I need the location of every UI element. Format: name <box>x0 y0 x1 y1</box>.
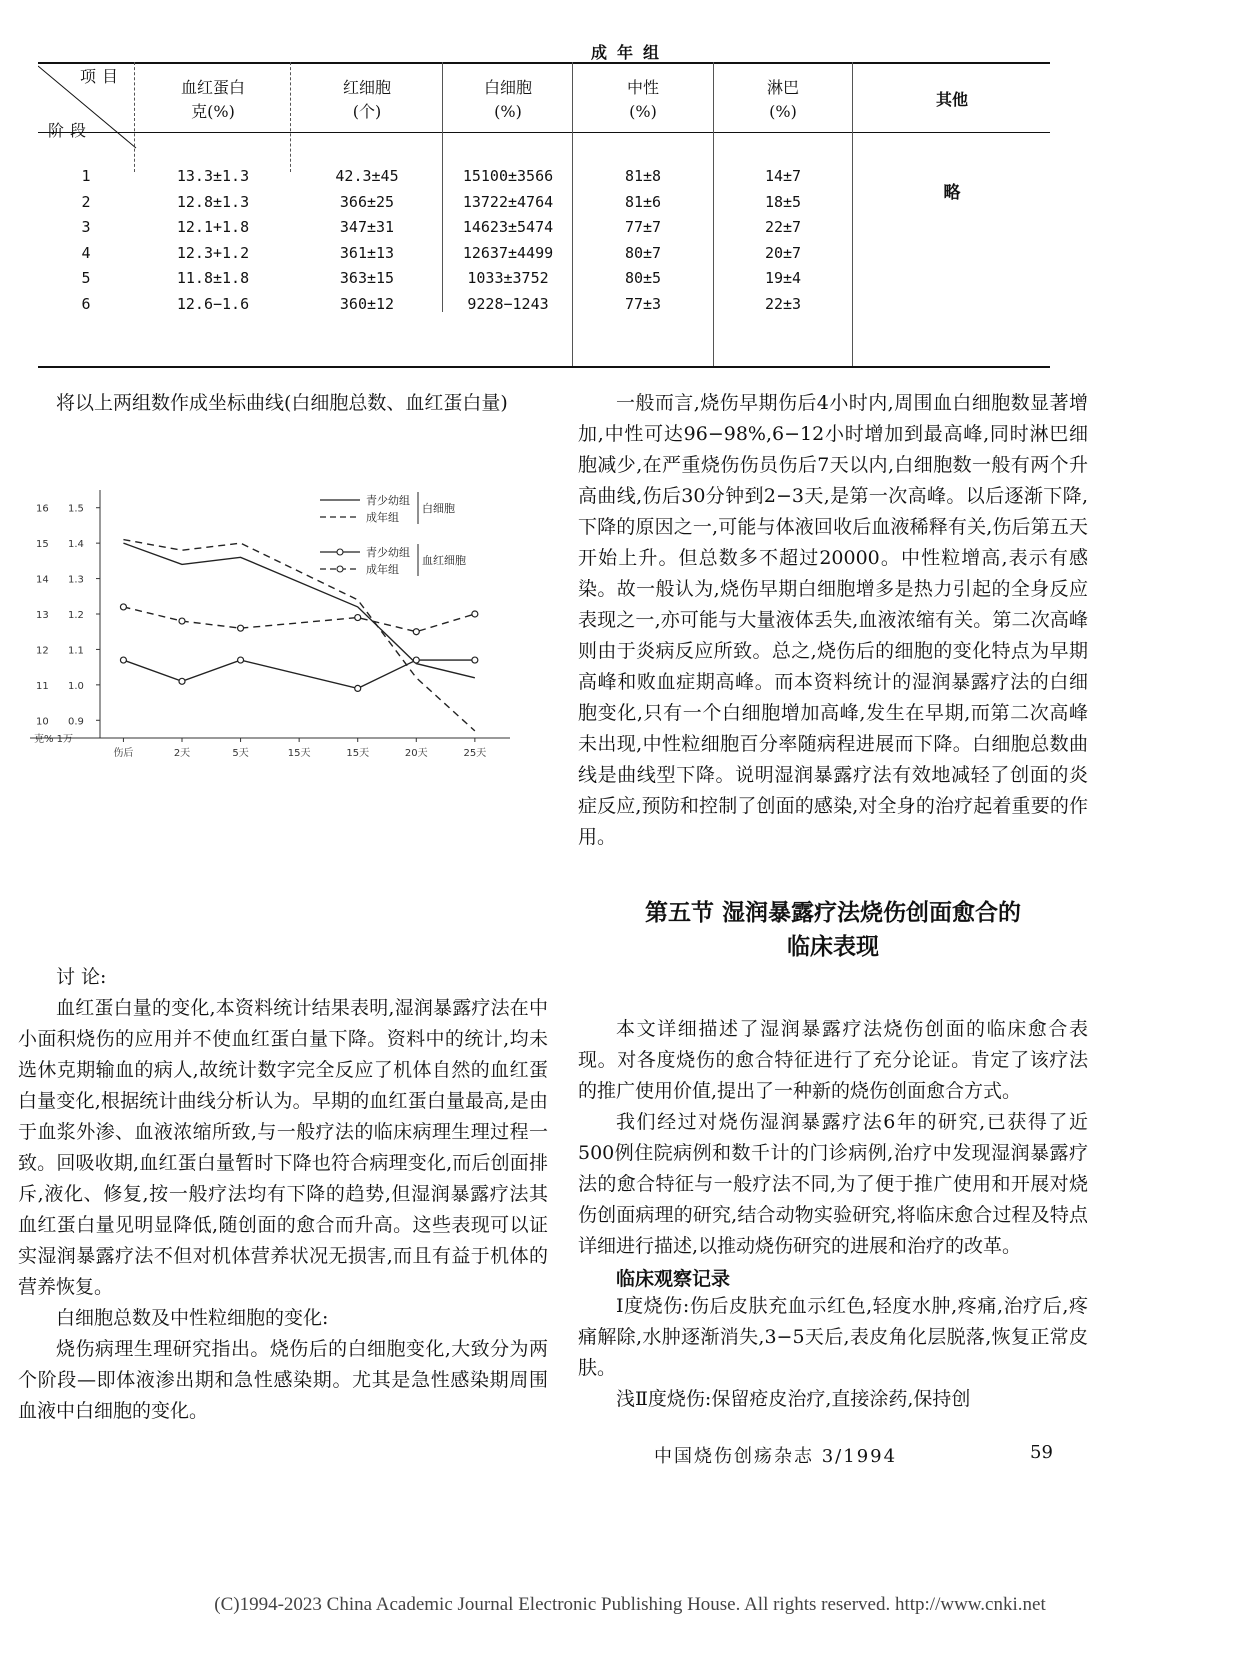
table-cell-hb: 12.6−1.6 <box>176 294 250 313</box>
y-tick-label-left: 12 <box>36 645 49 657</box>
y-tick-label-right: 1.4 <box>68 539 84 551</box>
right-column-section-body <box>578 1014 1088 1415</box>
col-divider <box>713 62 714 366</box>
table-cell-rbc: 366±25 <box>339 192 395 211</box>
y-tick-label-right: 1.5 <box>68 503 84 515</box>
x-tick-label: 15天 <box>287 748 311 759</box>
table-bottom-rule <box>38 366 1050 368</box>
series-point <box>179 618 185 624</box>
header-line2: (%) <box>769 102 797 121</box>
table-cell-wbc: 12637±4499 <box>462 243 554 262</box>
col-divider <box>572 62 573 366</box>
table-cell-rbc: 347±31 <box>339 218 395 236</box>
discussion-paragraph-2: 白细胞总数及中性粒细胞的变化: <box>56 1307 329 1329</box>
y-tick-label-left: 16 <box>36 503 49 515</box>
header-other: 其他 <box>935 90 968 109</box>
legend-entry: 成年组 <box>366 563 399 576</box>
series-point <box>238 657 244 663</box>
y-tick-label-left: 15 <box>36 539 49 551</box>
header-line1: 淋巴 <box>766 78 799 97</box>
y-tick-label-left: 10 <box>36 716 49 728</box>
series-line-1 <box>123 540 474 731</box>
series-point <box>355 685 361 691</box>
table-cell-rbc: 361±13 <box>339 243 395 262</box>
y-tick-label-right: 1.2 <box>68 610 84 621</box>
first-degree-burn-paragraph: Ⅰ度烧伤:伤后皮肤充血示红色,轻度水肿,疼痛,治疗后,疼痛解除,水肿逐渐消失,3−5天后,表皮角化层脱落,恢复正常皮肤。 <box>578 1295 1088 1379</box>
header-neutrophil <box>574 76 712 124</box>
corner-stage-label: 阶段 <box>48 121 93 140</box>
blood-data-table <box>38 62 1050 368</box>
table-cell-lymph: 19±4 <box>764 269 802 287</box>
series-point <box>355 615 361 621</box>
header-line1: 中性 <box>626 78 659 97</box>
series-point <box>179 678 185 684</box>
header-lymphocyte <box>715 76 851 124</box>
discussion-paragraph-3: 烧伤病理生理研究指出。烧伤后的白细胞变化,大致分为两个阶段—即体液渗出期和急性感染期。尤其是急性感染期周围血液中白细胞的变化。 <box>18 1338 548 1422</box>
table-cell-wbc: 13722±4764 <box>462 192 554 211</box>
x-tick-label: 15天 <box>346 748 370 759</box>
series-point <box>238 625 244 631</box>
legend-entry: 青少幼组 <box>366 546 410 559</box>
series-line-3 <box>123 607 474 632</box>
table-header-rule <box>38 132 1050 133</box>
table-cell-neut: 77±3 <box>624 294 662 313</box>
y-tick-label-left: 11 <box>36 680 49 692</box>
section-heading-line1: 第五节 湿润暴露疗法烧伤创面愈合的 <box>644 900 1021 926</box>
table-cell-hb: 11.8±1.8 <box>176 269 250 287</box>
table-cell-stage: 1 <box>81 167 91 185</box>
series-point <box>472 611 478 617</box>
x-tick-label: 5天 <box>232 748 249 759</box>
y-tick-label-right: 1.3 <box>68 574 84 586</box>
y-tick-label-right: 1.0 <box>68 680 84 692</box>
header-line2: (%) <box>494 102 522 121</box>
header-rbc <box>294 76 440 124</box>
header-line2: (个) <box>352 102 382 121</box>
series-point <box>120 657 126 663</box>
y-tick-label-left: 14 <box>36 574 49 586</box>
legend-marker <box>337 549 343 555</box>
header-hemoglobin <box>138 76 288 124</box>
col-divider <box>442 62 443 312</box>
table-top-rule <box>38 62 1050 64</box>
table-cell-hb: 13.3±1.3 <box>176 167 250 185</box>
y-axis-unit-label: 克% 1万 <box>34 734 74 745</box>
x-tick-label: 25天 <box>463 748 487 759</box>
header-wbc <box>446 76 570 124</box>
table-cell-rbc: 360±12 <box>339 294 395 313</box>
table-cell-stage: 3 <box>81 218 91 236</box>
legend-group-wbc: 白细胞 <box>422 502 455 515</box>
table-cell-lymph: 18±5 <box>764 192 802 211</box>
section-heading-line2: 临床表现 <box>787 934 879 960</box>
table-cell-stage: 4 <box>81 243 91 262</box>
series-point <box>413 629 419 635</box>
discussion-label: 讨 论: <box>56 966 107 988</box>
table-cell-lymph: 22±7 <box>764 218 802 236</box>
table-cell-stage: 5 <box>81 269 91 287</box>
table-cell-hb: 12.8±1.3 <box>176 192 250 211</box>
header-line2: (%) <box>629 102 657 121</box>
copyright-notice: (C)1994-2023 China Academic Journal Electronic Publishing House. All rights reserved. http://www.cnki.net <box>214 1594 1046 1615</box>
table-cell-wbc: 14623±5474 <box>462 218 554 236</box>
clinical-record-subhead: 临床观察记录 <box>616 1268 731 1290</box>
superficial-second-degree-paragraph: 浅Ⅱ度烧伤:保留疮皮治疗,直接涂药,保持创 <box>616 1388 971 1410</box>
x-tick-label: 20天 <box>404 748 428 759</box>
y-tick-label-right: 0.9 <box>68 716 84 728</box>
wbc-discussion-paragraph: 一般而言,烧伤早期伤后4小时内,周围血白细胞数显著增加,中性可达96−98%,6−12小时增加到最高峰,同时淋巴细胞减少,在严重烧伤伤员伤后7天以内,白细胞数一般有两个升高曲线,伤后30分钟到2−3天,是第一次高峰。以后逐渐下降,下降的原因之一,可能与体液回收后血液稀释有关,伤后第五天开始上升。但总数多不超过20000。中性粒增高,表示有感染。故一般认为,烧伤早期白细胞增多是热力引起的全身反应表现之一,亦可能与大量液体丢失,血液浓缩有关。第二次高峰则由于炎病反应所致。总之,烧伤后的细胞的变化特点为早期高峰和败血症期高峰。而本资料统计的湿润暴露疗法的白细胞变化,只有一个白细胞增加高峰,发生在早期,而第二次高峰未出现,中性粒细胞百分率随病程进展而下降。白细胞总数曲线是曲线型下降。说明湿润暴露疗法有效地减轻了创面的炎症反应,预防和控制了创面的感染,对全身的治疗起着重要的作用。 <box>578 392 1088 848</box>
left-column-intro <box>18 388 538 419</box>
col-divider <box>134 62 135 172</box>
series-point <box>120 604 126 610</box>
legend-group-rbc: 血红细胞 <box>422 554 466 567</box>
table-cell-rbc: 363±15 <box>339 269 395 287</box>
table-cell-wbc: 1033±3752 <box>467 269 549 287</box>
table-cell-stage: 2 <box>81 192 91 211</box>
line-chart <box>30 480 530 800</box>
right-column-text <box>578 388 1088 853</box>
table-cell-neut: 80±5 <box>624 269 662 287</box>
series-point <box>472 657 478 663</box>
table-cell-neut: 77±7 <box>624 218 662 236</box>
other-note: 略 <box>943 183 961 203</box>
table-cell-lymph: 20±7 <box>764 243 802 262</box>
x-tick-label: 伤后 <box>113 748 134 759</box>
y-tick-label-right: 1.1 <box>68 645 84 657</box>
table-cell-stage: 6 <box>81 294 91 313</box>
discussion-paragraph-1: 血红蛋白量的变化,本资料统计结果表明,湿润暴露疗法在中小面积烧伤的应用并不使血红蛋白量下降。资料中的统计,均未选休克期输血的病人,故统计数字完全反应了机体自然的血红蛋白量变化,根据统计曲线分析认为。早期的血红蛋白量最高,是由于血浆外渗、血液浓缩所致,与一般疗法的临床病理生理过程一致。回吸收期,血红蛋白量暂时下降也符合病理变化,而后创面排斥,液化、修复,按一般疗法均有下降的趋势,但湿润暴露疗法其血红蛋白量见明显降低,随创面的愈合而升高。这些表现可以证实湿润暴露疗法不但对机体营养状况无损害,而且有益于机体的营养恢复。 <box>18 997 548 1298</box>
table-cell-neut: 81±6 <box>624 192 662 211</box>
table-caption: 成年组 <box>590 43 669 62</box>
table-cell-hb: 12.1+1.8 <box>176 218 250 236</box>
table-cell-wbc: 15100±3566 <box>462 167 554 185</box>
table-cell-wbc: 9228−1243 <box>467 294 549 313</box>
table-cell-lymph: 14±7 <box>764 167 802 185</box>
legend-marker <box>337 566 343 572</box>
header-line1: 血红蛋白 <box>180 78 245 97</box>
header-line1: 白细胞 <box>483 78 532 97</box>
header-line1: 红细胞 <box>342 78 391 97</box>
chart-intro-text: 将以上两组数作成坐标曲线(白细胞总数、血红蛋白量) <box>56 392 508 414</box>
legend-entry: 成年组 <box>366 511 399 524</box>
table-cell-neut: 80±7 <box>624 243 662 262</box>
x-tick-label: 2天 <box>173 748 191 759</box>
table-cell-rbc: 42.3±45 <box>335 167 399 185</box>
section-paragraph-2: 我们经过对烧伤湿润暴露疗法6年的研究,已获得了近500例住院病例和数千计的门诊病例,治疗中发现湿润暴露疗法的愈合特征与一般疗法不同,为了便于推广使用和开展对烧伤创面病理的研究,结合动物实验研究,将临床愈合过程及特点详细进行描述,以推动烧伤研究的进展和治疗的改革。 <box>578 1111 1088 1257</box>
page-number: 59 <box>1030 1442 1053 1463</box>
y-tick-label-left: 13 <box>36 610 49 621</box>
journal-footer: 中国烧伤创疡杂志 3/1994 <box>654 1446 898 1467</box>
chart-svg <box>30 480 530 800</box>
section-heading <box>578 896 1088 964</box>
col-divider <box>852 62 853 366</box>
section-paragraph-1: 本文详细描述了湿润暴露疗法烧伤创面的临床愈合表现。对各度烧伤的愈合特征进行了充分论证。肯定了该疗法的推广使用价值,提出了一种新的烧伤创面愈合方式。 <box>578 1018 1088 1102</box>
corner-item-label: 项目 <box>80 67 125 86</box>
table-cell-neut: 81±8 <box>624 167 662 185</box>
left-column-discussion <box>18 962 548 1427</box>
series-point <box>413 657 419 663</box>
table-cell-hb: 12.3+1.2 <box>176 243 250 262</box>
legend-entry: 青少幼组 <box>366 494 410 507</box>
header-line2: 克(%) <box>191 102 235 121</box>
col-divider <box>290 62 291 172</box>
table-cell-lymph: 22±3 <box>764 294 802 313</box>
